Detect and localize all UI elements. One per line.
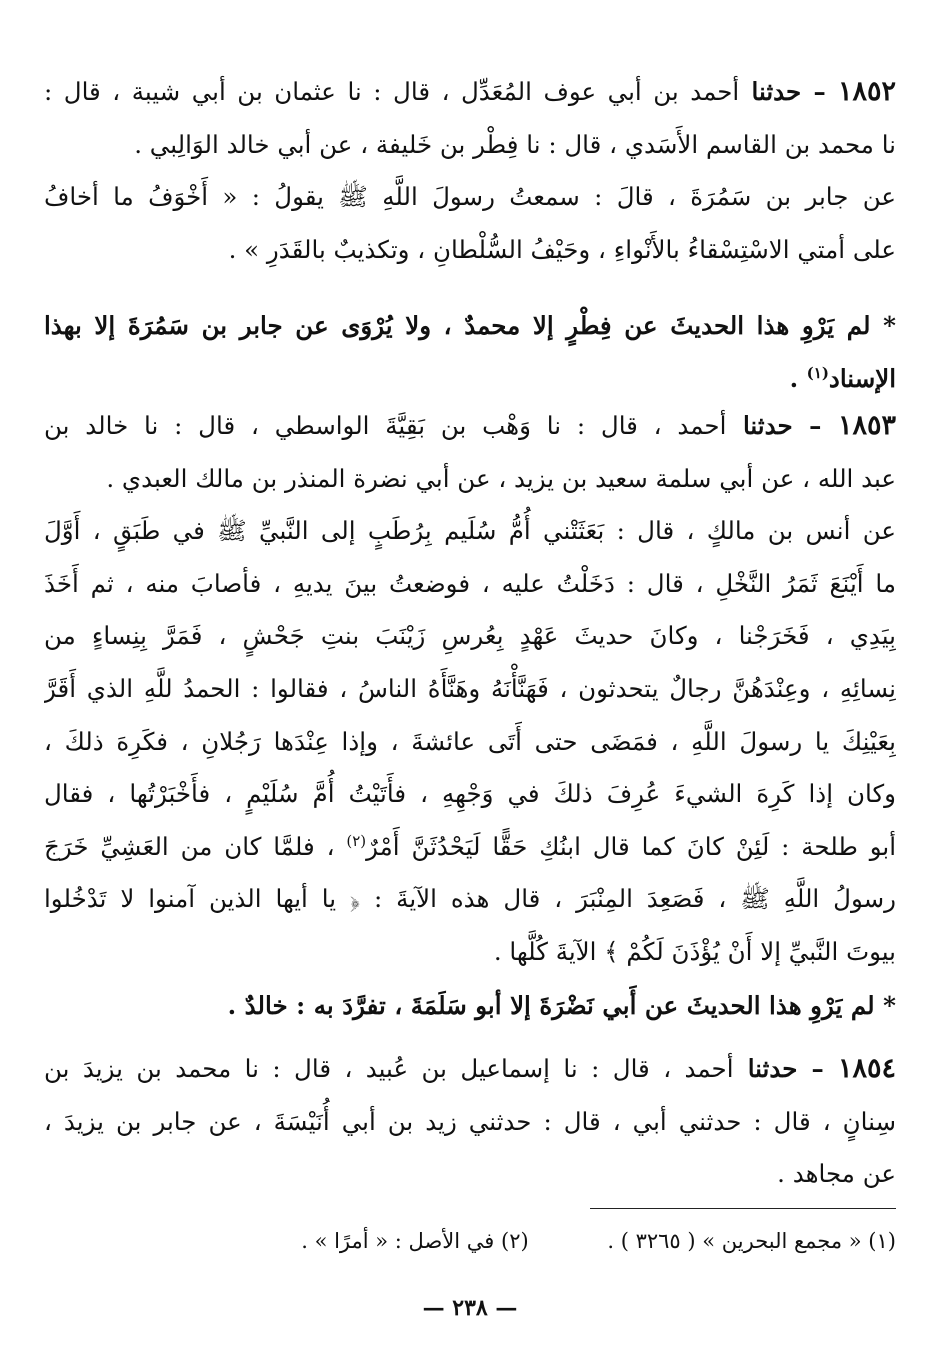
hadith-1853-line-9-end: ، فلمَّا كان من العَشِيِّ خَرَجَ: [44, 831, 347, 861]
hadith-1853-line-8: وكان إذا كَرِهَ الشيءَ عُرِفَ ذلكَ في وَجْهِهِ ، فأَتَيْتُ أُمَّ سُلَيْمٍ ، فأَخْبَرْتُها ، فقال: [44, 779, 896, 809]
hadith-1852-line-3: عن جابر بن سَمُرَةَ ، قالَ : سمعتُ رسولَ اللَّهِ ﷺ يقولُ : « أَخْوَفُ ما أخافُ: [44, 182, 896, 212]
hadith-1854: [44, 1043, 896, 1201]
hadith-1853-line-4: ما أَيْنَعَ ثَمَرُ النَّخْلِ ، قال : دَخَلْتُ عليه ، فوضعتُ بينَ يديهِ ، فأصابَ منه ، ثم أَخَذَ: [44, 568, 896, 598]
hadith-1853-line-10: رسولُ اللَّهِ ﷺ ، فَصَعِدَ المِنْبَرَ ، قال هذه الآيةَ : ﴿ يا أيها الذين آمنوا لا تَدْخُلوا: [44, 884, 896, 914]
narration-lead: – حدثنا: [739, 77, 838, 106]
hadith-1853-comment: [44, 980, 896, 1033]
hadith-1854-line-3: عن مجاهد .: [777, 1159, 896, 1189]
hadith-1854-line-2: سِنانٍ ، قال : حدثني أبي ، قال : حدثني زيد بن أبي أُنَيْسَةَ ، عن جابر بن يزيدَ ،: [44, 1106, 896, 1136]
footnote-1: (١) « مجمع البحرين » ( ٣٢٦٥ ) .: [607, 1229, 896, 1253]
hadith-1852-line-4: على أمتي الاسْتِسْقاءُ بالأَنْواءِ ، وحَيْفُ السُّلْطانِ ، وتكذيبٌ بالقَدَرِ » .: [228, 234, 896, 264]
hadith-1853-line-3: عن أنس بن مالكٍ ، قال : بَعَثَتْني أُمُّ سُلَيم بِرُطَبٍ إلى النَّبيِّ ﷺ في طَبَقٍ ، أَوَّلَ: [44, 516, 896, 546]
comment-1852-line-1: * لم يَرْوِ هذا الحديثَ عن فِطْرٍ إلا محمدٌ ، ولا يُرْوَى عن جابر بن سَمُرَةَ إلا بهذا: [44, 311, 896, 340]
hadith-1853-line-6: نِسائِهِ ، وعِنْدَهُنَّ رجالٌ يتحدثون ، فَهَنَّأْنَهُ وهَنَّأَهُ الناسُ ، فقالوا : الحمدُ للَّهِ الذي أَقَرَّ: [44, 673, 896, 703]
hadith-1853-line-11: بيوتَ النَّبيِّ إلا أَنْ يُؤْذَنَ لَكُمْ ﴾ الآيةَ كُلَّها .: [493, 936, 896, 966]
hadith-number: ١٨٥٣: [837, 410, 896, 441]
hadith-number: ١٨٥٢: [837, 76, 896, 107]
hadith-text: أحمد ، قال : نا وَهْب بن بَقِيَّةَ الواسطي ، قال : نا خالد بن: [44, 411, 727, 440]
hadith-number: ١٨٥٤: [837, 1053, 896, 1084]
comment-1852-text: الإسناد: [828, 363, 896, 393]
footnote-2: (٢) في الأصل : « أمرًا » .: [301, 1229, 529, 1253]
hadith-1853-line-2: عبد الله ، عن أبي سلمة سعيد بن يزيد ، عن أبي نضرة المنذر بن مالك العبدي .: [106, 463, 896, 493]
narration-lead: – حدثنا: [726, 411, 838, 440]
hadith-1853-line-7: بِعَيْنِكَ يا رسولَ اللَّهِ ، فمَضَى حتى أَتَى عائشةَ ، وإذا عِنْدَها رَجُلانِ ، فكَرِهَ ذلكَ ،: [44, 726, 896, 756]
hadith-1853-line-9-text: أبو طلحة : لَئِنْ كانَ كما قال ابنُكِ حَقًّا لَيَحْدُثَنَّ أَمْرٌ: [366, 831, 896, 861]
hadith-1852-line-1: [44, 66, 896, 119]
comment-1852-line-2: [44, 353, 896, 406]
hadith-1852: [44, 66, 896, 276]
narration-lead: – حدثنا: [733, 1054, 838, 1083]
hadith-1854-line-1: [44, 1043, 896, 1096]
hadith-1853-line-1: [44, 400, 896, 453]
footnote-divider: [590, 1208, 896, 1209]
hadith-1852-line-2: نا محمد بن القاسم الأَسَدي ، قال : نا فِطْر بن خَليفة ، عن أبي خالد الوَالِبي .: [134, 129, 896, 159]
page-number: — ٢٣٨ —: [422, 1295, 518, 1321]
hadith-1852-comment: [44, 300, 896, 405]
hadith-1853-line-5: بِيَدِي ، فَخَرَجْنا ، وكانَ حديثَ عَهْدٍ بِعُرسِ زَيْنَبَ بنتِ جَحْشٍ ، فَمَرَّ بِنِساءٍ من: [44, 621, 896, 651]
footnotes: [44, 1222, 896, 1260]
comment-1853-line-1: * لم يَرْوِ هذا الحديثَ عن أَبي نَضْرَةَ إلا أبو سَلَمَةَ ، تفرَّدَ به : خالدٌ .: [227, 991, 896, 1020]
hadith-1853-line-9: [44, 821, 896, 874]
footnote-marker-1: (١): [806, 363, 829, 382]
hadith-1853: [44, 400, 896, 979]
footnote-marker-2: (٢): [346, 831, 367, 850]
hadith-text: أحمد بن أبي عوف المُعَدِّل ، قال : نا عثمان بن أبي شيبة ، قال :: [44, 77, 740, 106]
hadith-text: أحمد ، قال : نا إسماعيل بن عُبيد ، قال : نا محمد بن يزيدَ بن: [44, 1054, 734, 1083]
comment-1852-end: .: [789, 363, 807, 393]
